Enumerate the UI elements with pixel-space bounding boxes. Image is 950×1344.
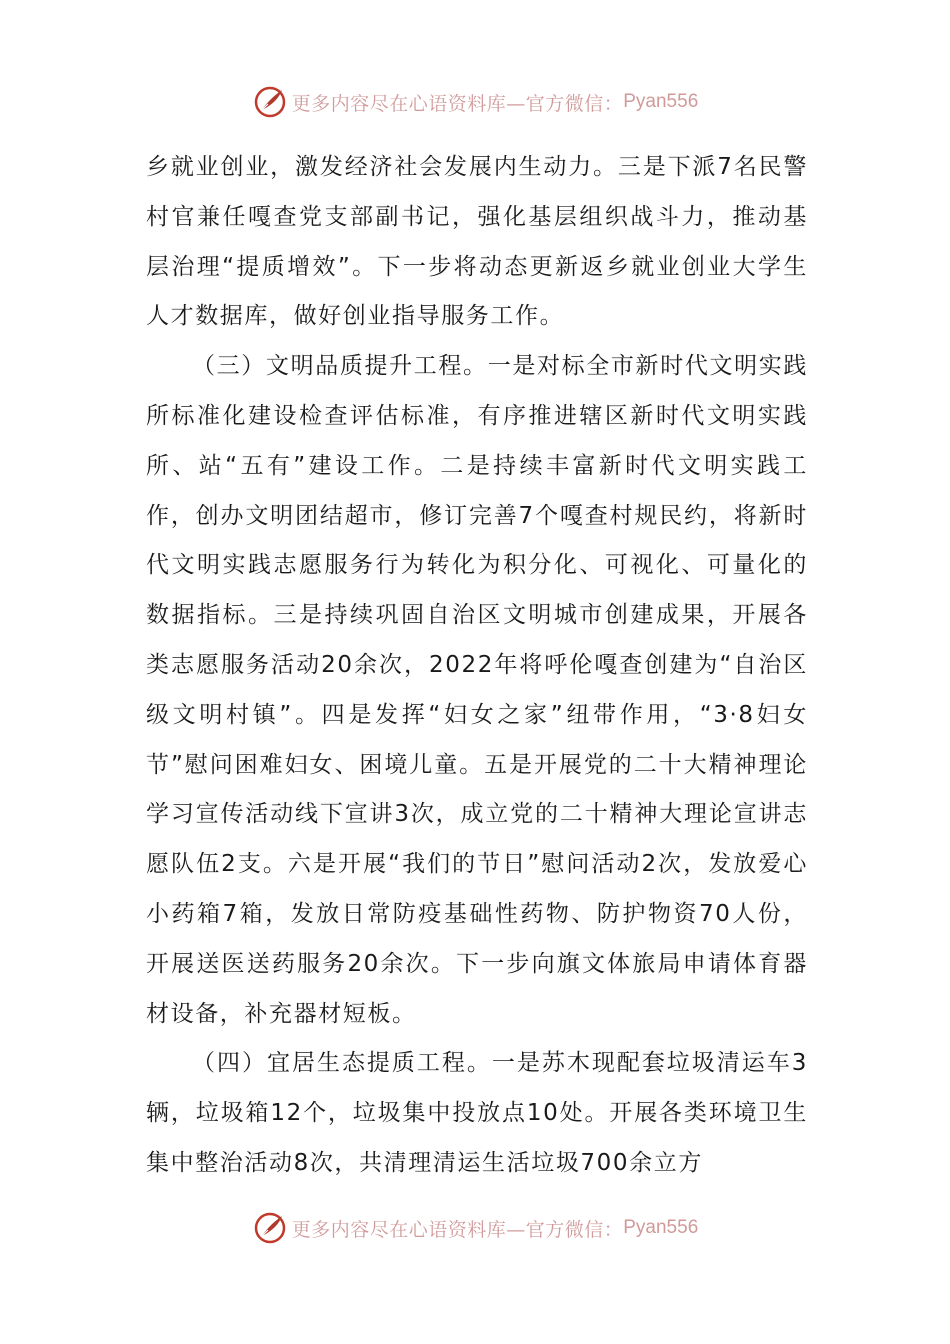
watermark-text: 更多内容尽在心语资料库—官方微信： bbox=[291, 92, 624, 115]
watermark-wechat-id: Pyan556 bbox=[623, 1217, 699, 1238]
quill-logo-icon bbox=[252, 1210, 288, 1246]
document-body bbox=[146, 143, 808, 1189]
paragraph-3: （四）宜居生态提质工程。一是苏木现配套垃圾清运车3辆，垃圾箱12个，垃圾集中投放点10处。开展各类环境卫生集中整治活动8次，共清理清运生活垃圾700余立方 bbox=[146, 1050, 808, 1176]
watermark-text: 更多内容尽在心语资料库—官方微信： bbox=[291, 1218, 624, 1241]
footer-watermark bbox=[0, 1208, 950, 1248]
paragraph-2: （三）文明品质提升工程。一是对标全市新时代文明实践所标准化建设检查评估标准，有序推进辖区新时代文明实践所、站“五有”建设工作。二是持续丰富新时代文明实践工作，创办文明团结超市，修订完善7个嘎查村规民约，将新时代文明实践志愿服务行为转化为积分化、可视化、可量化的数据指标。三是持续巩固自治区文明城市创建成果，开展各类志愿服务活动20余次，2022年将呼伦嘎查创建为“自治区级文明村镇”。四是发挥“妇女之家”纽带作用，“3·8妇女节”慰问困难妇女、困境儿童。五是开展党的二十大精神理论学习宣传活动线下宣讲3次，成立党的二十精神大理论宣讲志愿队伍2支。六是开展“我们的节日”慰问活动2次，发放爱心小药箱7箱，发放日常防疫基础性药物、防护物资70人份，开展送医送药服务20余次。下一步向旗文体旅局申请体育器材设备，补充器材短板。 bbox=[146, 353, 808, 1027]
watermark-wechat-id: Pyan556 bbox=[623, 91, 699, 112]
paragraph-1: 乡就业创业，激发经济社会发展内生动力。三是下派7名民警村官兼任嘎查党支部副书记，强化基层组织战斗力，推动基层治理“提质增效”。下一步将动态更新返乡就业创业大学生人才数据库，做好创业指导服务工作。 bbox=[146, 154, 808, 330]
header-watermark bbox=[0, 82, 950, 122]
quill-logo-icon bbox=[252, 84, 288, 120]
